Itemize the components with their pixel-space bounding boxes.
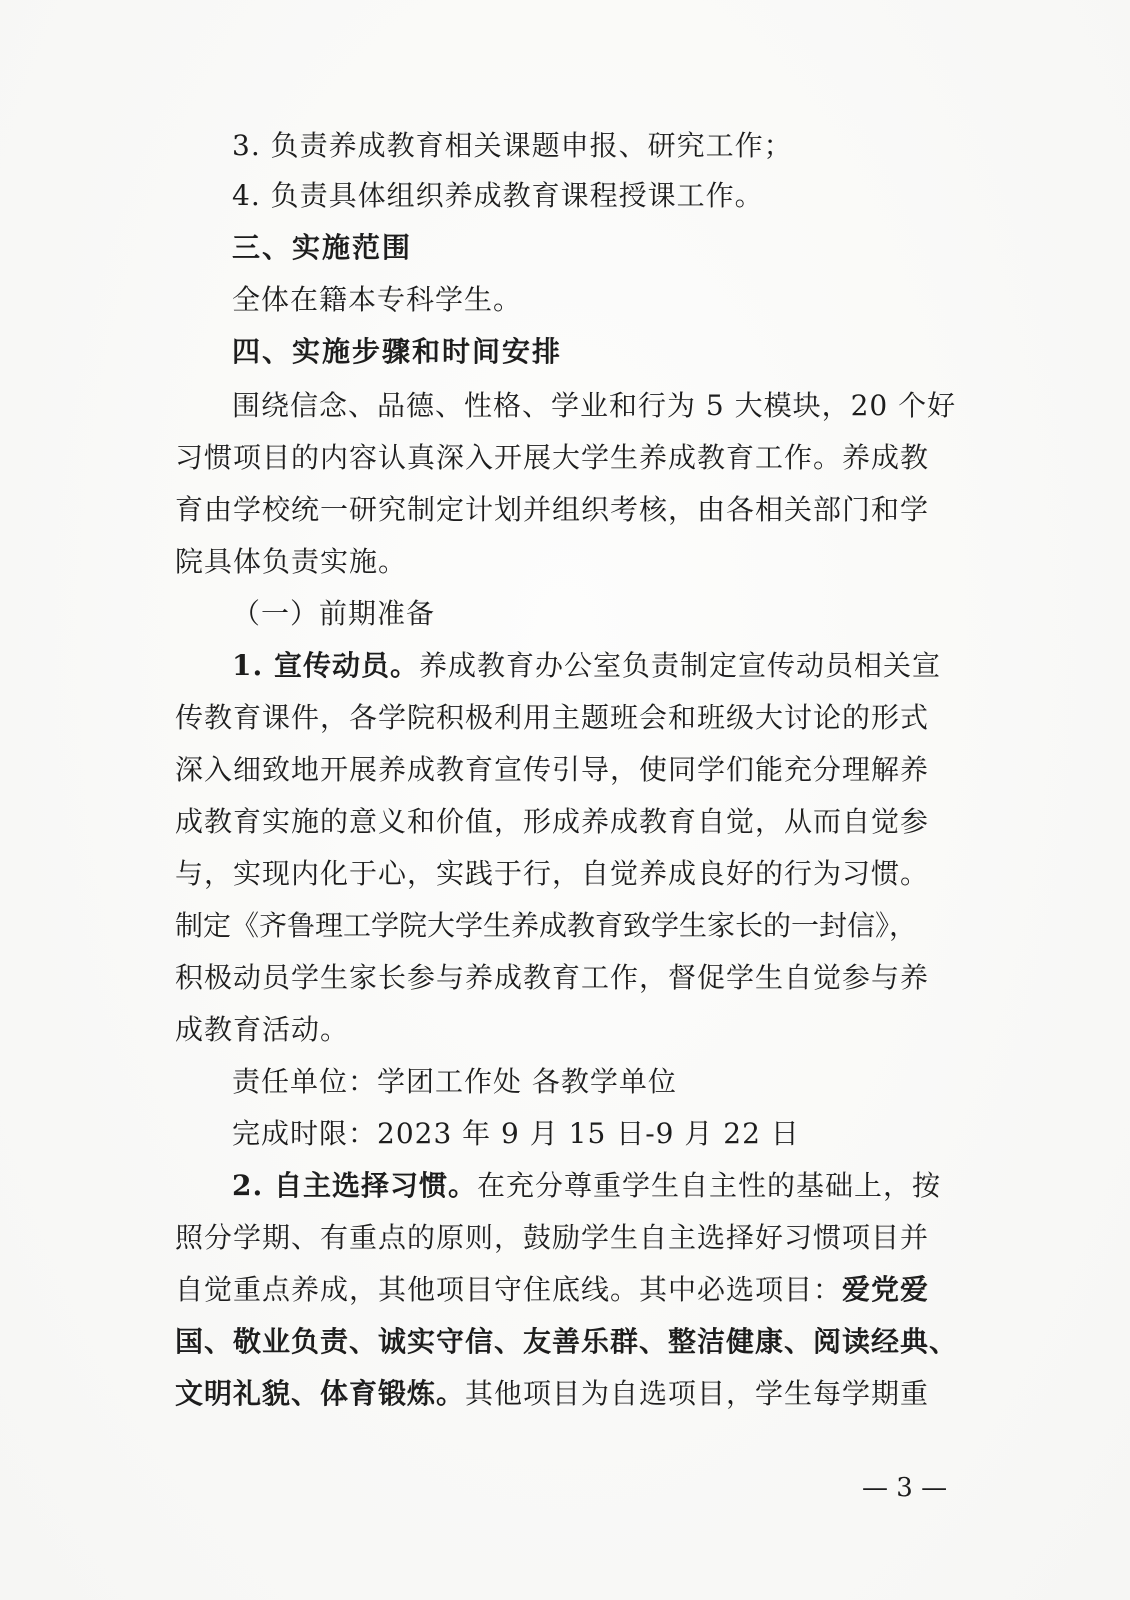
item-title-habit-selection: 2. 自主选择习惯。 — [232, 1169, 477, 1202]
required-items: 爱党爱 — [842, 1273, 930, 1306]
required-items-line: 国、敬业负责、诚实守信、友善乐群、整洁健康、阅读经典、 — [175, 1325, 959, 1358]
paragraph-line: 院具体负责实施。 — [175, 545, 408, 578]
paragraph-line: 围绕信念、品德、性格、学业和行为 5 大模块，20 个好 — [232, 389, 957, 422]
paragraph-line: 成教育活动。 — [175, 1013, 350, 1046]
paragraph-line: 积极动员学生家长参与养成教育工作，督促学生自觉参与养 — [175, 961, 930, 994]
paragraph-line: 制定《齐鲁理工学院大学生养成教育致学生家长的一封信》， — [175, 909, 918, 942]
paragraph-line: 深入细致地开展养成教育宣传引导，使同学们能充分理解养 — [175, 753, 930, 786]
paragraph-line: 照分学期、有重点的原则，鼓励学生自主选择好习惯项目并 — [175, 1221, 930, 1254]
deadline: 完成时限：2023 年 9 月 15 日-9 月 22 日 — [232, 1117, 800, 1150]
section-heading-steps: 四、实施步骤和时间安排 — [232, 335, 563, 368]
section-heading-scope: 三、实施范围 — [232, 231, 413, 264]
item-text: 养成教育办公室负责制定宣传动员相关宣 — [418, 649, 941, 682]
paragraph-line — [175, 1374, 943, 1414]
paragraph-line: 与，实现内化于心，实践于行，自觉养成良好的行为习惯。 — [175, 857, 930, 890]
paragraph-line — [232, 646, 941, 686]
paragraph-line: 成教育实施的意义和价值，形成养成教育自觉，从而自觉参 — [175, 805, 930, 838]
item-title-publicity: 1. 宣传动员。 — [232, 649, 419, 682]
required-items: 文明礼貌、体育锻炼。 — [175, 1377, 466, 1410]
item-text: 自觉重点养成，其他项目守住底线。其中必选项目： — [175, 1273, 843, 1306]
subsection-heading-preparation: （一）前期准备 — [232, 597, 436, 630]
duty-item-3: 3. 负责养成教育相关课题申报、研究工作； — [232, 129, 793, 162]
item-text: 在充分尊重学生自主性的基础上，按 — [476, 1169, 941, 1202]
paragraph-line: 传教育课件，各学院积极利用主题班会和班级大讨论的形式 — [175, 701, 930, 734]
responsible-unit: 责任单位：学团工作处 各教学单位 — [232, 1065, 677, 1098]
item-text: 其他项目为自选项目，学生每学期重 — [465, 1377, 930, 1410]
page-number: — 3 — — [862, 1473, 948, 1503]
scope-text: 全体在籍本专科学生。 — [232, 283, 523, 316]
paragraph-line — [175, 1270, 943, 1310]
paragraph-line — [232, 1166, 941, 1206]
paragraph-line: 习惯项目的内容认真深入开展大学生养成教育工作。养成教 — [175, 441, 930, 474]
paragraph-line: 育由学校统一研究制定计划并组织考核，由各相关部门和学 — [175, 493, 930, 526]
duty-item-4: 4. 负责具体组织养成教育课程授课工作。 — [232, 179, 764, 212]
